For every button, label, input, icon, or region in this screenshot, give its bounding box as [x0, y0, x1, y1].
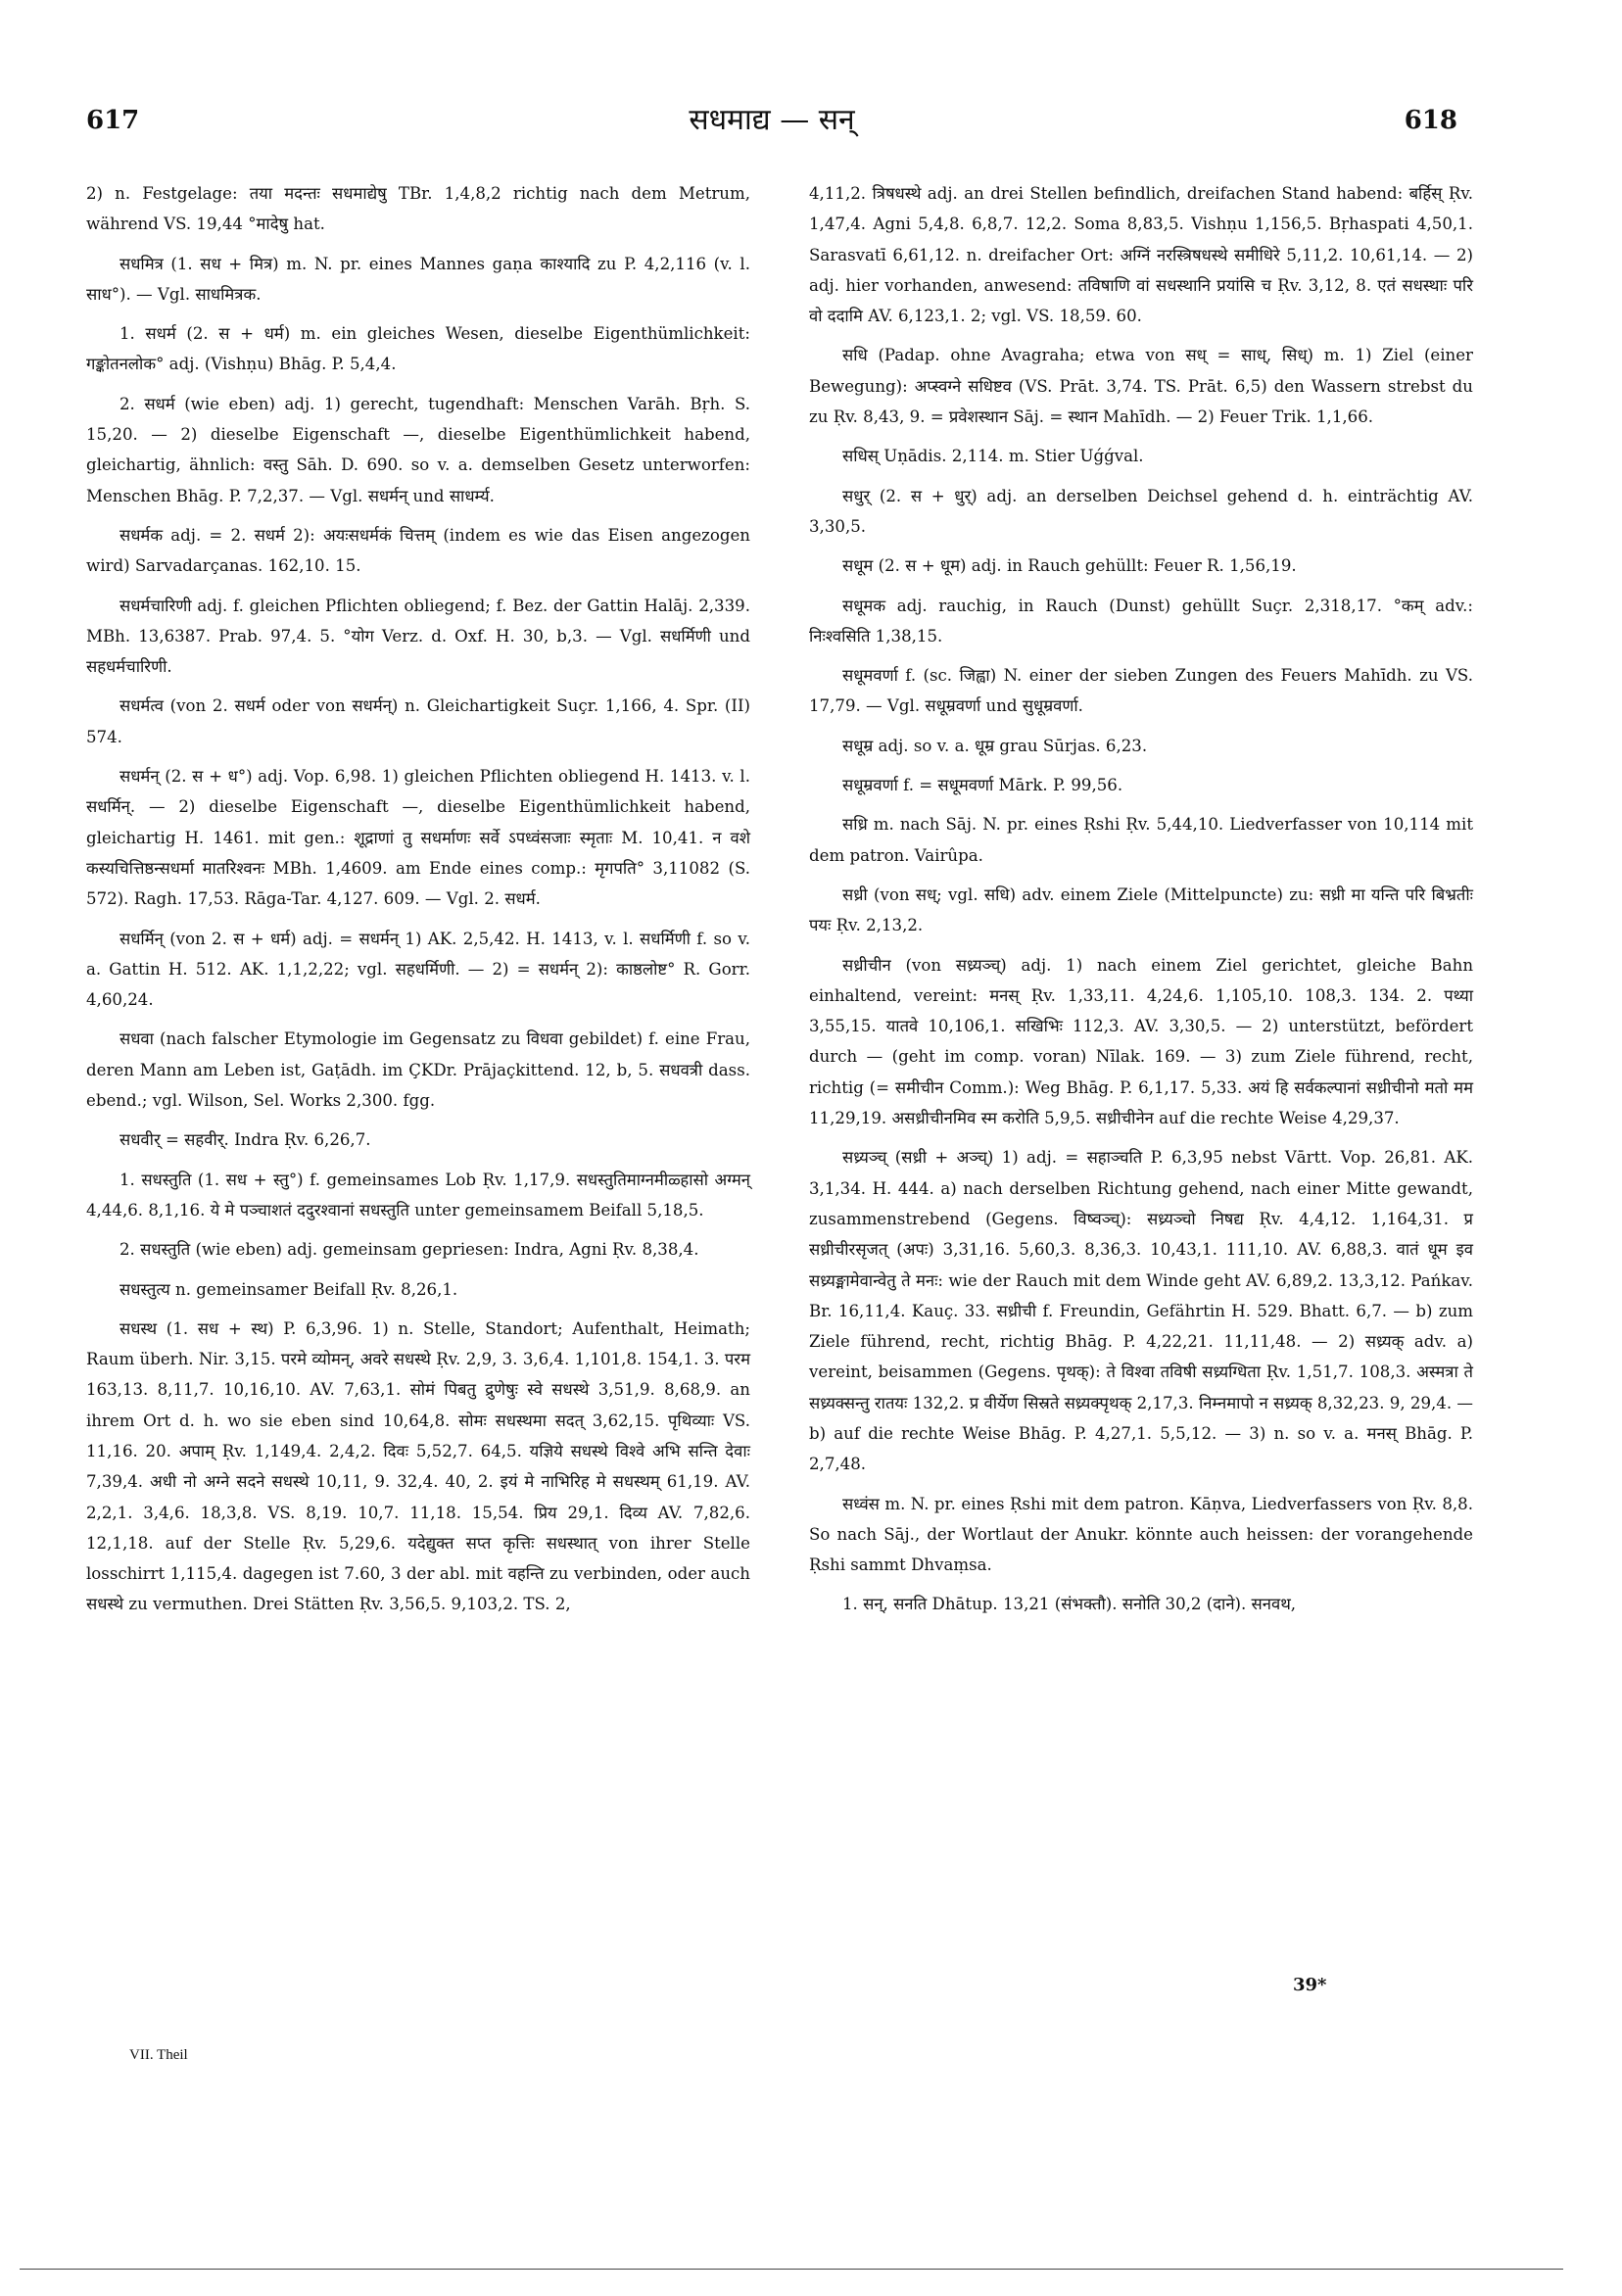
page-header: [86, 98, 1457, 157]
dictionary-entry: सधूमक adj. rauchig, in Rauch (Dunst) gehüllt Suçr. 2,318,17. °कम् adv.: निःश्वसिति 1,38,15.: [809, 596, 1473, 646]
dictionary-entry: सधवीर् = सहवीर्. Indra Ṛv. 6,26,7.: [119, 1130, 371, 1150]
dictionary-entry: सधवा (nach falscher Etymologie im Gegensatz zu विधवा gebildet) f. eine Frau, deren Mann am Leben ist, Gaṭādh. im ÇKDr. Prājaçkittend. 12, b, 5. सधवत्री dass. ebend.; vgl. Wilson, Sel. Works 2,300. fgg.: [86, 1029, 750, 1111]
signature-mark: 39*: [1293, 1975, 1327, 1995]
dictionary-entry: सधिस् Uṇādis. 2,114. m. Stier Uǵǵval.: [842, 447, 1144, 466]
dictionary-entry: सध्री (von सध्; vgl. सधि) adv. einem Ziele (Mittelpuncte) zu: सध्री मा यन्ति परि बिभ्रतीः पयः Ṛv. 2,13,2.: [809, 885, 1473, 935]
dictionary-entry: सधर्मन् (2. स + ध°) adj. Vop. 6,98. 1) gleichen Pflichten obliegend H. 1413. v. l. सधर्मिन्. — 2) dieselbe Eigenschaft —, dieselbe Eigenthümlichkeit habend, gleichartig H. 1461. mit gen.: शूद्राणां तु सधर्माणः सर्वे ऽपध्वंसजाः स्मृताः M. 10,41. न वशे कस्यचित्तिष्ठन्सधर्मा मातरिश्वनः MBh. 1,4609. am Ende eines comp.: मृगपति° 3,11082 (S. 572). Ragh. 17,53. Rāga-Tar. 4,127. 609. — Vgl. 2. सधर्म.: [86, 767, 750, 909]
dictionary-entry: सधमित्र (1. सध + मित्र) m. N. pr. eines Mannes gaṇa काश्यादि zu P. 4,2,116 (v. l. साध°). — Vgl. साधमित्रक.: [86, 254, 750, 304]
dictionary-entry: 1. सधर्म (2. स + धर्म) m. ein gleiches Wesen, dieselbe Eigenthümlichkeit: गङ्कोतनलोक° adj. (Vishṇu) Bhāg. P. 5,4,4.: [86, 324, 750, 374]
dictionary-entry: 1. सन्, सनति Dhātup. 13,21 (संभक्तौ). सनोति 30,2 (दाने). सनवथ,: [842, 1595, 1297, 1614]
dictionary-entry: 2. सधर्म (wie eben) adj. 1) gerecht, tugendhaft: Menschen Varāh. Bṛh. S. 15,20. — 2) dieselbe Eigenschaft —, dieselbe Eigenthümlichkeit habend, gleichartig, ähnlich: वस्तु Sāh. D. 690. so v. a. demselben Gesetz unterworfen: Menschen Bhāg. P. 7,2,37. — Vgl. सधर्मन् und साधर्म्य.: [86, 394, 750, 505]
dictionary-entry: सधुर् (2. स + धुर्) adj. an derselben Deichsel gehend d. h. einträchtig AV. 3,30,5.: [809, 486, 1473, 536]
dictionary-entry: 1. सधस्तुति (1. सध + स्तु°) f. gemeinsames Lob Ṛv. 1,17,9. सधस्तुतिमाग्नमीळ्हासो अग्मन् 4,44,6. 8,1,16. ये मे पञ्चाशतं ददुरश्वानां सधस्तुति unter gemeinsamem Beifall 5,18,5.: [86, 1170, 750, 1220]
dictionary-entry: सध्रीचीन (von सध्र्यञ्च्) adj. 1) nach einem Ziel gerichtet, gleiche Bahn einhaltend, vereint: मनस् Ṛv. 1,33,11. 4,24,6. 1,105,10. 108,3. 134. 2. पथ्या 3,55,15. यातवे 10,106,1. सखिभिः 112,3. AV. 3,30,5. — 2) unterstützt, befördert durch — (geht im comp. voran) Nīlak. 169. — 3) zum Ziele führend, recht, richtig (= समीचीन Comm.): Weg Bhāg. P. 6,1,17. 5,33. अयं हि सर्वकल्पानां सध्रीचीनो मतो मम 11,29,19. असध्रीचीनमिव स्म करोति 5,9,5. सध्रीचीनेन auf die rechte Weise 4,29,37.: [809, 955, 1473, 1128]
left-column: [86, 178, 750, 1629]
dictionary-entry: 2) n. Festgelage: तया मदन्तः सधमाद्येषु TBr. 1,4,8,2 richtig nach dem Metrum, während VS. 19,44 °मादेषु hat.: [86, 184, 750, 234]
dictionary-entry: सध्रि m. nach Sāj. N. pr. eines Ṛshi Ṛv. 5,44,10. Liedverfasser von 10,114 mit dem patron. Vairûpa.: [809, 815, 1473, 865]
page-number-left: 617: [86, 106, 140, 135]
dictionary-entry: सधर्मचारिणी adj. f. gleichen Pflichten obliegend; f. Bez. der Gattin Halāj. 2,339. MBh. 13,6387. Prab. 97,4. 5. °योग Verz. d. Oxf. H. 30, b,3. — Vgl. सधर्मिणी und सहधर्मचारिणी.: [86, 596, 750, 677]
page-number-right: 618: [1404, 106, 1457, 135]
dictionary-entry: सधस्तुत्य n. gemeinsamer Beifall Ṛv. 8,26,1.: [119, 1279, 458, 1299]
right-column: [809, 178, 1473, 1629]
dictionary-entry: सधूम्रवर्णा f. = सधूमवर्णा Mārk. P. 99,56.: [842, 776, 1123, 795]
dictionary-entry: 4,11,2. त्रिषधस्थे adj. an drei Stellen befindlich, dreifachen Stand habend: बर्हिस् Ṛv. 1,47,4. Agni 5,4,8. 6,8,7. 12,2. Soma 8,83,5. Vishṇu 1,156,5. Bṛhaspati 4,50,1. Sarasvatī 6,61,12. n. dreifacher Ort: अग्निं नरस्त्रिषधस्थे समीधिरे 5,11,2. 10,61,14. — 2) adj. hier vorhanden, anwesend: तविषाणि वां सधस्थानि प्रयांसि च Ṛv. 3,12, 8. एतं सधस्थाः परि वो ददामि AV. 6,123,1. 2; vgl. VS. 18,59. 60.: [809, 184, 1473, 326]
dictionary-entry: सधस्थ (1. सध + स्थ) P. 6,3,96. 1) n. Stelle, Standort; Aufenthalt, Heimath; Raum überh. Nir. 3,15. परमे व्योमन्, अवरे सधस्थे Ṛv. 2,9, 3. 3,6,4. 1,101,8. 154,1. 3. परम 163,13. 8,11,7. 10,16,10. AV. 7,63,1. सोमं पिबतु द्रुणेषुः स्वे सधस्थे 3,51,9. 8,68,9. an ihrem Ort d. h. wo sie eben sind 10,64,8. सोमः सधस्थमा सदत् 3,62,15. पृथिव्याः VS. 11,16. 20. अपाम् Ṛv. 1,149,4. 2,4,2. दिवः 5,52,7. 64,5. यज्ञिये सधस्थे विश्वे अभि सन्ति देवाः 7,39,4. अधी नो अग्ने सदने सधस्थे 10,11, 9. 32,4. 40, 2. इयं मे नाभिरिह मे सधस्थम् 61,19. AV. 2,2,1. 3,4,6. 18,3,8. VS. 8,19. 10,7. 11,18. 15,54. प्रिय 29,1. दिव्य AV. 7,82,6. 12,1,18. auf der Stelle Ṛv. 5,29,6. यदेद्युक्त सप्त कृत्तिः सधस्थात् von ihrer Stelle losschirrt 1,115,4. dagegen ist 7.60, 3 der abl. mit वहन्ति zu verbinden, oder auch सधस्थे zu vermuthen. Drei Stätten Ṛv. 3,56,5. 9,103,2. TS. 2,: [86, 1318, 750, 1614]
dictionary-entry: सधूमवर्णा f. (sc. जिह्वा) N. einer der sieben Zungen des Feuers Mahīdh. zu VS. 17,79. — Vgl. सधूम्रवर्णा und सुधूम्रवर्णा.: [809, 666, 1473, 716]
dictionary-entry: सधर्मत्व (von 2. सधर्म oder von सधर्मन्) n. Gleichartigkeit Suçr. 1,166, 4. Spr. (II) 574.: [86, 696, 750, 746]
dictionary-entry: 2. सधस्तुति (wie eben) adj. gemeinsam gepriesen: Indra, Agni Ṛv. 8,38,4.: [119, 1240, 699, 1260]
dictionary-entry: सधूम्र adj. so v. a. धूम्र grau Sūrjas. 6,23.: [842, 736, 1148, 755]
dictionary-entry: सधि (Padap. ohne Avagraha; etwa von सध् = साध्, सिध्) m. 1) Ziel (einer Bewegung): अप्स्वग्ने सधिष्टव (VS. Prāt. 3,74. TS. Prāt. 6,5) den Wassern strebst du zu Ṛv. 8,43, 9. = प्रवेशस्थान Sāj. = स्थान Mahīdh. — 2) Feuer Trik. 1,1,66.: [809, 346, 1473, 427]
bottom-rule: [20, 2269, 1563, 2270]
dictionary-entry: सध्वंस m. N. pr. eines Ṛshi mit dem patron. Kāṇva, Liedverfassers von Ṛv. 8,8. So nach Sāj., der Wortlaut der Anukr. könnte auch heissen: der vorangehende Ṛshi sammt Dhvaṃsa.: [809, 1494, 1473, 1575]
dictionary-entry: सधर्मक adj. = 2. सधर्म 2): अयःसधर्मकं चित्तम् (indem es wie das Eisen angezogen wird) Sarvadarçanas. 162,10. 15.: [86, 525, 750, 576]
dictionary-entry: सध्र्यञ्च् (सध्री + अञ्च्) 1) adj. = सहाञ्चति P. 6,3,95 nebst Vārtt. Vop. 26,81. AK. 3,1,34. H. 444. a) nach derselben Richtung gehend, nach einer Mitte gewandt, zusammenstrebend (Gegens. विष्वञ्च्): सध्र्यञ्चो निषद्य Ṛv. 4,4,12. 1,164,31. प्र सध्रीचीरसृजत् (अपः) 3,31,16. 5,60,3. 8,36,3. 10,43,1. 111,10. AV. 6,88,3. वातं धूम इव सध्र्यङ्मामेवान्वेतु ते मनः: wie der Rauch mit dem Winde geht AV. 6,89,2. 13,3,12. Pańkav. Br. 16,11,4. Kauç. 33. सध्रीची f. Freundin, Gefährtin H. 529. Bhatt. 6,7. — b) zum Ziele führend, recht, richtig Bhāg. P. 4,22,21. 11,11,48. — 2) सध्र्यक् adv. a) vereint, beisammen (Gegens. पृथक्): ते विश्वा तविषी सध्र्यग्धिता Ṛv. 1,51,7. 108,3. अस्मत्रा ते सध्र्यक्सन्तु रातयः 132,2. प्र वीर्येण सिस्रते सध्र्यक्पृथक् 2,17,3. निम्नमापो न सध्र्यक् 8,32,23. 9, 29,4. — b) auf die rechte Weise Bhāg. P. 4,27,1. 5,5,12. — 3) n. so v. a. मनस् Bhāg. P. 2,7,48.: [809, 1148, 1473, 1474]
dictionary-entry: सधूम (2. स + धूम) adj. in Rauch gehüllt: Feuer R. 1,56,19.: [842, 556, 1297, 576]
dictionary-entry: सधर्मिन् (von 2. स + धर्म) adj. = सधर्मन् 1) AK. 2,5,42. H. 1413, v. l. सधर्मिणी f. so v. a. Gattin H. 512. AK. 1,1,2,22; vgl. सहधर्मिणी. — 2) = सधर्मन् 2): काष्ठलोष्ट° R. Gorr. 4,60,24.: [86, 929, 750, 1010]
running-title: सधमाद्य — सन्: [689, 103, 855, 137]
volume-label: VII. Theil: [129, 2047, 188, 2063]
